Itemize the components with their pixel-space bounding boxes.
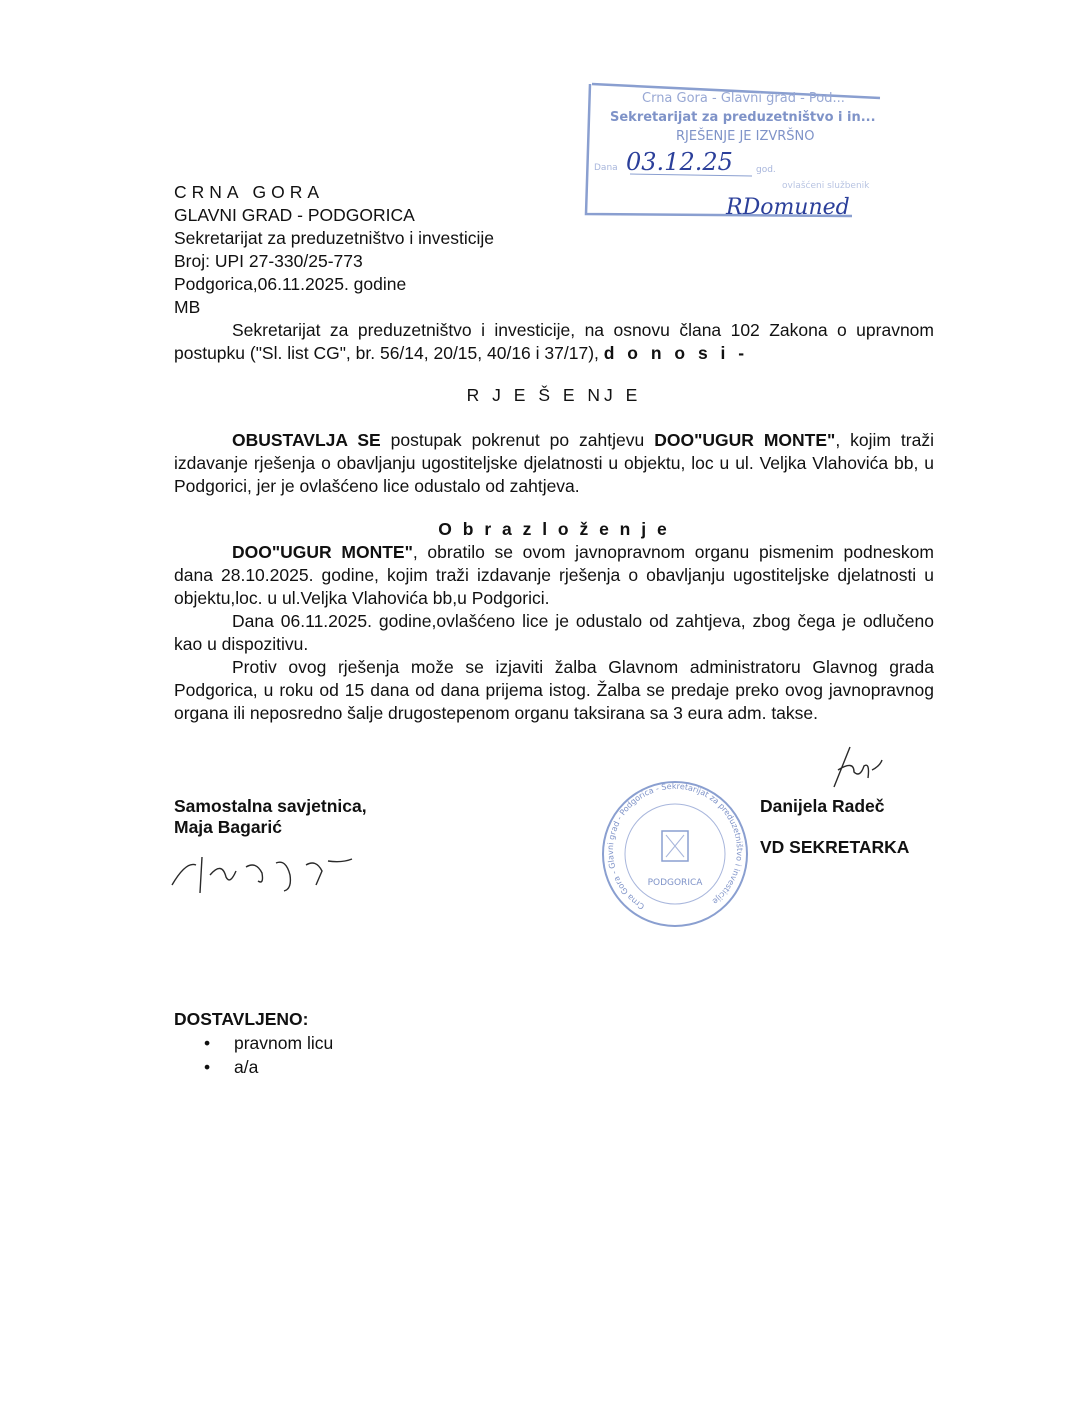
header-initials: MB (174, 297, 201, 317)
left-signatory-role: Samostalna savjetnica, (174, 796, 367, 816)
intro-text: Sekretarijat za preduzetništvo i investicije, na osnovu člana 102 Zakona o upravnom postupku ("Sl. list CG", br. 56/14, 20/15, 40/16 i 37/17), (174, 320, 934, 363)
delivery-title: DOSTAVLJENO: (174, 1009, 309, 1029)
stamp-official-label: ovlašćeni službenik (782, 181, 870, 191)
signature-block (174, 781, 934, 995)
reasoning-paragraph-3: Protiv ovog rješenja može se izjaviti žalba Glavnom administratoru Glavnog grada Podgorica, u roku od 15 dana od dana prijema istog. Žalba se predaje preko ovog javnopravnog organa ili neposredno šalje drugostepenom organu taksirana sa 3 eura adm. takse. (174, 657, 934, 723)
document-body (174, 319, 934, 1079)
stamp-year-suffix: god. (756, 165, 776, 175)
reasoning-company: DOO"UGUR MONTE" (232, 542, 413, 562)
decision-text-1: postupak pokrenut po zahtjevu (380, 430, 655, 450)
delivery-list (174, 1031, 934, 1079)
decision-title: R J E Š E NJ E (466, 385, 642, 405)
stamp-line-2: Sekretarijat za preduzetništvo i in... (610, 110, 876, 125)
decision-paragraph (174, 429, 934, 498)
left-signatory-name: Maja Bagarić (174, 817, 282, 837)
reasoning-paragraph-1 (174, 541, 934, 610)
stamp-date-label: Dana (594, 163, 618, 173)
right-signature (820, 742, 890, 792)
reasoning-title: O b r a z l o ž e n j e (438, 519, 670, 539)
seal-city: PODGORICA (647, 878, 703, 888)
delivery-item: • pravnom licu (174, 1031, 934, 1055)
decision-text-2: , kojim traži izdavanje rješenja o obavljanju ugostiteljske djelatnosti u objektu, loc u ul. Veljka Vlahovića bb, u Podgorici, jer je ovlašćeno lice odustalo od zahtjeva. (174, 430, 934, 496)
stamp-signature: RDomuned (726, 195, 850, 220)
reasoning-paragraph-2: Dana 06.11.2025. godine,ovlašćeno lice je odustalo od zahtjeva, zbog čega je odlučeno kao u dispozitivu. (174, 611, 934, 654)
execution-stamp (586, 82, 876, 222)
reasoning-text-1: , obratilo se ovom javnopravnom organu pismenim podneskom dana 28.10.2025. godine, kojim traži izdavanje rješenja o obavljanju ugostiteljske djelatnosti u objektu,loc. u ul.Veljka Vlahovića bb,u Podgorici. (174, 542, 934, 608)
right-signatory-role: VD SEKRETARKA (760, 837, 910, 857)
header-city: GLAVNI GRAD - PODGORICA (174, 205, 415, 225)
right-signatory-name: Danijela Radeč (760, 796, 885, 816)
header-place-date: Podgorica,06.11.2025. godine (174, 274, 407, 294)
intro-donosi: d o n o s i - (603, 343, 749, 363)
header-number: Broj: UPI 27-330/25-773 (174, 251, 363, 271)
official-seal (600, 779, 750, 929)
decision-company: DOO"UGUR MONTE" (654, 430, 836, 450)
seal-text: Crna Gora - Glavni grad - Podgorica - Sekretarijat za preduzetništvo i investicije (605, 781, 745, 912)
stamp-line-3: RJEŠENJE JE IZVRŠNO (676, 129, 815, 144)
left-signature (166, 841, 366, 901)
delivery-item: • a/a (174, 1055, 934, 1079)
decision-bold-1: OBUSTAVLJA SE (232, 430, 381, 450)
stamp-line-1: Crna Gora - Glavni grad - Pod... (642, 91, 845, 106)
header-office: Sekretarijat za preduzetništvo i investicije (174, 228, 495, 248)
intro-paragraph (174, 319, 934, 365)
header-country: CRNA GORA (174, 182, 325, 202)
stamp-date-value: 03.12.25 (626, 148, 733, 176)
